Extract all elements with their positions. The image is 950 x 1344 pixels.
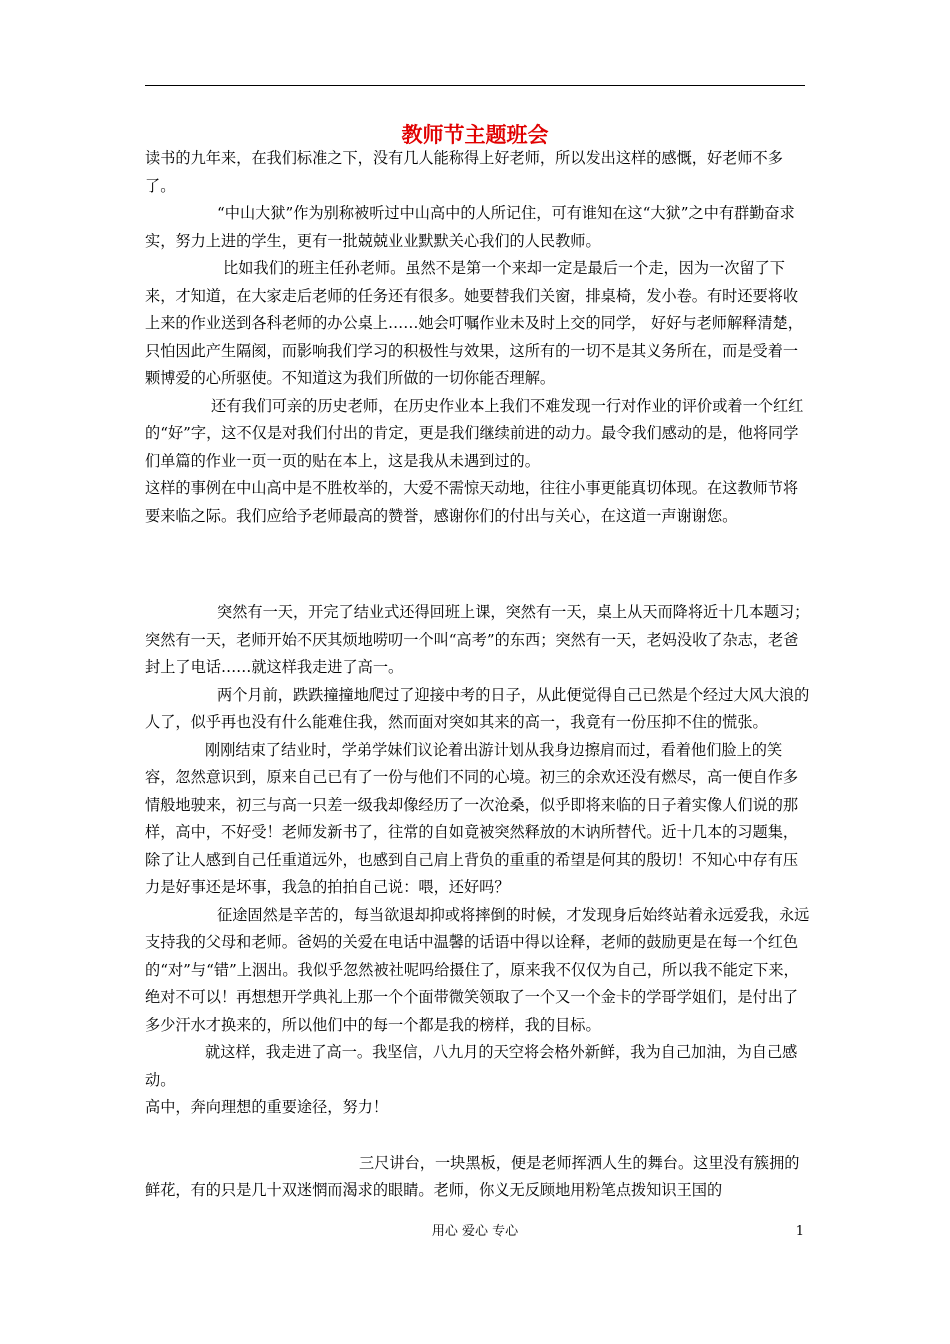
paragraph-2: “中山大狱”作为别称被听过中山高中的人所记住，可有谁知在这“大狱”之中有群勤奋求实，努力上进的学生，更有一批兢兢业业默默关心我们的人民教师。 — [145, 204, 795, 250]
document-body — [145, 145, 810, 1205]
footer-motto: 用心 爱心 专心 — [431, 1224, 519, 1239]
paragraph-12: 三尺讲台，一块黑板，便是老师挥洒人生的舞台。这里没有簇拥的鲜花，有的只是几十双迷惘而渴求的眼睛。老师，你义无反顾地用粉笔点拨知识王国的 — [145, 1153, 800, 1199]
page-number: 1 — [795, 1224, 804, 1239]
document-title: 教师节主题班会 — [401, 122, 549, 147]
paragraph-6: 突然有一天，开完了结业式还得回班上课，突然有一天，桌上从天而降将近十几本题习；突然有一天，老师开始不厌其烦地唠叨一个叫“高考”的东西；突然有一天，老妈没收了杂志，老爸封上了电话……就这样我走进了高一。 — [145, 603, 810, 676]
section-gap — [145, 1122, 810, 1150]
paragraph-10: 就这样，我走进了高一。我坚信，八九月的天空将会格外新鲜，我为自己加油，为自己感动。 — [145, 1043, 798, 1089]
paragraph-5: 这样的事例在中山高中是不胜枚举的，大爱不需惊天动地，往往小事更能真切体现。在这教师节将要来临之际。我们应给予老师最高的赞誉，感谢你们的付出与关心，在这道一声谢谢您。 — [145, 479, 799, 525]
section-gap — [145, 530, 810, 599]
paragraph-11: 高中，奔向理想的重要途径，努力！ — [145, 1098, 388, 1116]
paragraph-7: 两个月前，跌跌撞撞地爬过了迎接中考的日子，从此便觉得自己已然是个经过大风大浪的人了，似乎再也没有什么能难住我，然而面对突如其来的高一，我竟有一份压抑不住的慌张。 — [145, 685, 810, 731]
paragraph-9: 征途固然是辛苦的，每当欲退却抑或将摔倒的时候，才发现身后始终站着永远爱我，永远支持我的父母和老师。爸妈的关爱在电话中温馨的话语中得以诠释，老师的鼓励更是在每一个红色的“对”与“错”上洇出。我似乎忽然被社呢吗给摄住了，原来我不仅仅为自己，所以我不能定下来，绝对不可以！再想想开学典礼上那一个个面带微笑领取了一个又一个金卡的学哥学姐们，是付出了多少汗水才换来的，所以他们中的每一个都是我的榜样，我的目标。 — [145, 905, 810, 1034]
header-rule — [145, 85, 805, 86]
page-footer — [0, 1222, 950, 1242]
paragraph-1: 读书的九年来，在我们标准之下，没有几人能称得上好老师，所以发出这样的感慨，好老师不多了。 — [145, 149, 783, 195]
paragraph-8: 刚刚结束了结业时，学弟学妹们议论着出游计划从我身边擦肩而过，看着他们脸上的笑容，忽然意识到，原来自己已有了一份与他们不同的心境。初三的余欢还没有燃尽，高一便自作多情般地驶来，初三与高一只差一级我却像经历了一次沧桑，似乎即将来临的日子着实像人们说的那样，高中，不好受！老师发新书了，往常的自如竟被突然释放的木讷所替代。近十几本的习题集，除了让人感到自己任重道远外，也感到自己肩上背负的重重的希望是何其的殷切！不知心中存有压力是好事还是坏事，我急的拍拍自己说：喂，还好吗？ — [145, 740, 799, 896]
paragraph-4: 还有我们可亲的历史老师，在历史作业本上我们不难发现一行对作业的评价或着一个红红的“好”字，这不仅是对我们付出的肯定，更是我们继续前进的动力。最令我们感动的是，他将同学们单篇的作业一页一页的贴在本上，这是我从未遇到过的。 — [145, 396, 804, 470]
paragraph-3: 比如我们的班主任孙老师。虽然不是第一个来却一定是最后一个走，因为一次留了下来，才知道，在大家走后老师的任务还有很多。她要替我们关窗，排桌椅，发小卷。有时还要将收上来的作业送到各科老师的办公桌上……她会叮嘱作业未及时上交的同学， 好好与老师解释清楚，只怕因此产生隔阂，而影响我们学习的积极性与效果，这所有的一切不是其义务所在，而是受着一颗博爱的心所驱使。不知道这为我们所做的一切你能否理解。 — [145, 259, 803, 387]
